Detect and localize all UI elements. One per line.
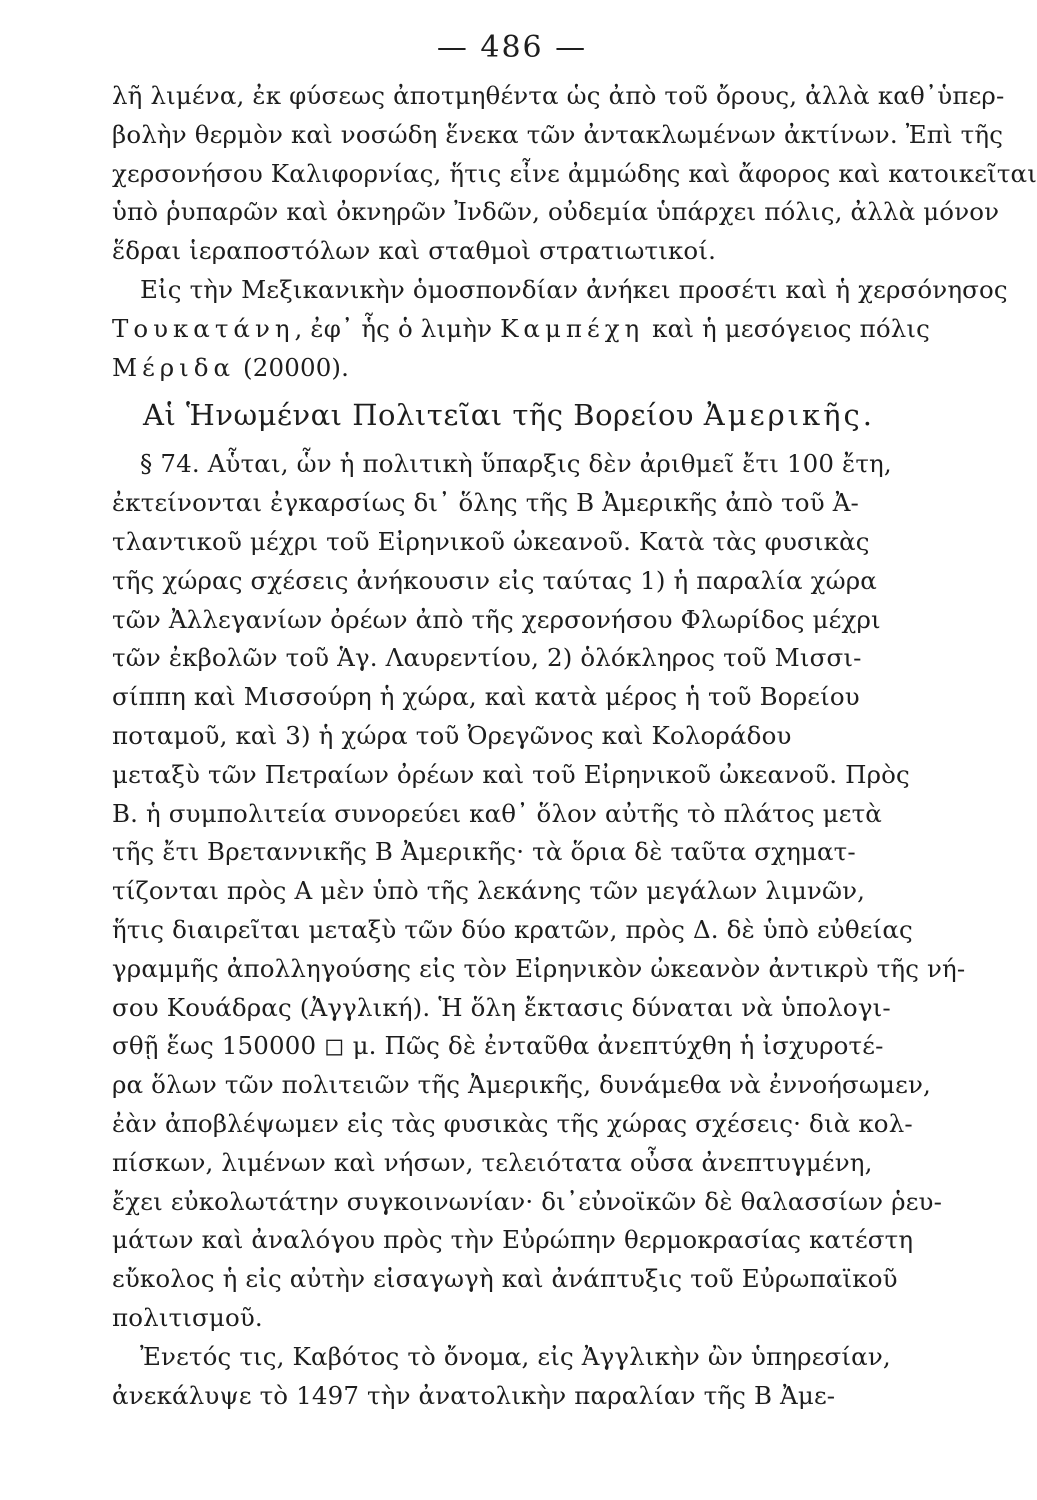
text-line: Ἐνετός τις, Καβότος τὸ ὄνομα, εἰς Ἀγγλικὴν ὢν ὑπηρεσίαν,	[140, 1341, 891, 1371]
text-line: ἀνεκάλυψε τὸ 1497 τὴν ἀνατολικὴν παραλίαν τῆς Β Ἀμε-	[112, 1380, 836, 1410]
text-line: εὔκολος ἡ εἰς αὐτὴν εἰσαγωγὴ καὶ ἀνάπτυξις τοῦ Εὐρωπαϊκοῦ	[112, 1264, 898, 1294]
text-line: μάτων καὶ ἀναλόγου πρὸς τὴν Εὐρώπην θερμοκρασίας κατέστη	[112, 1225, 914, 1255]
text-line: τλαντικοῦ μέχρι τοῦ Εἰρηνικοῦ ὠκεανοῦ. Κατὰ τὰς φυσικὰς	[112, 526, 870, 556]
text-line	[112, 349, 906, 388]
heading-text: Ἀμερικῆς.	[703, 398, 875, 433]
paragraph-united-states	[112, 445, 966, 1337]
text-line: σθῇ ἕως 150000 ◻ μ. Πῶς δὲ ἐνταῦθα ἀνεπτύχθη ἡ ἰσχυροτέ-	[112, 1031, 884, 1061]
text-line: σίππη καὶ Μισσούρη ἡ χώρα, καὶ κατὰ μέρος ἡ τοῦ Βορείου	[112, 682, 860, 712]
section-heading	[112, 389, 906, 441]
text-line: Εἰς τὴν Μεξικανικὴν ὁμοσπονδίαν ἀνήκει προσέτι καὶ ἡ χερσόνησος	[140, 274, 1008, 304]
text-fragment: (20000).	[235, 352, 350, 382]
text-line: Β. ἡ συμπολιτεία συνορεύει καθ᾽ ὅλον αὐτῆς τὸ πλάτος μετὰ	[112, 798, 882, 828]
text-fragment: καὶ ἡ μεσόγειος πόλις	[644, 313, 931, 343]
text-line: § 74. Αὗται, ὧν ἡ πολιτικὴ ὕπαρξις δὲν ἀριθμεῖ ἔτι 100 ἔτη,	[140, 449, 892, 479]
text-line: ἕδραι ἱεραποστόλων καὶ σταθμοὶ στρατιωτικοί.	[112, 236, 717, 266]
text-line: πολιτισμοῦ.	[112, 1302, 263, 1332]
text-line: ἥτις διαιρεῖται μεταξὺ τῶν δύο κρατῶν, πρὸς Δ. δὲ ὑπὸ εὐθείας	[112, 914, 913, 944]
text-line: τῶν ἐκβολῶν τοῦ Ἁγ. Λαυρεντίου, 2) ὁλόκληρος τοῦ Μισσι-	[112, 643, 862, 673]
text-line: τῆς ἔτι Βρεταννικῆς Β Ἀμερικῆς· τὰ ὅρια δὲ ταῦτα σχηματ-	[112, 837, 856, 867]
text-line: σου Κουάδρας (Ἀγγλική). Ἡ ὅλη ἔκτασις δύναται νὰ ὑπολογι-	[112, 992, 891, 1022]
place-name: Καμπέχη	[500, 313, 645, 343]
text-line: τῆς χώρας σχέσεις ἀνήκουσιν εἰς ταύτας 1) ἡ παραλία χώρα	[112, 565, 877, 595]
text-fragment: , ἐφ᾽ ἧς ὁ λιμὴν	[294, 313, 501, 343]
text-line	[112, 310, 931, 349]
text-line: ὑπὸ ῥυπαρῶν καὶ ὀκνηρῶν Ἰνδῶν, οὐδεμία ὑπάρχει πόλις, ἀλλὰ μόνον	[112, 197, 1000, 227]
text-line: μεταξὺ τῶν Πετραίων ὀρέων καὶ τοῦ Εἰρηνικοῦ ὠκεανοῦ. Πρὸς	[112, 759, 910, 789]
place-name: Τουκατάνη	[112, 313, 295, 343]
text-line: πίσκων, λιμένων καὶ νήσων, τελειότατα οὖσα ἀνεπτυγμένη,	[112, 1147, 873, 1177]
paragraph-california	[112, 77, 1037, 271]
text-line: χερσονήσου Καλιφορνίας, ἥτις εἶνε ἀμμώδης καὶ ἄφορος καὶ κατοικεῖται	[112, 158, 1037, 188]
heading-text: Αἱ Ἡνωμέναι Πολιτεῖαι τῆς Βορείου	[143, 398, 704, 433]
place-name: Μέριδα	[112, 352, 236, 382]
text-line: τῶν Ἀλλεγανίων ὀρέων ἀπὸ τῆς χερσονήσου Φλωρίδος μέχρι	[112, 604, 881, 634]
text-line: ρα ὅλων τῶν πολιτειῶν τῆς Ἀμερικῆς, δυνάμεθα νὰ ἐννοήσωμεν,	[112, 1070, 931, 1100]
text-line: ἐκτείνονται ἐγκαρσίως δι᾽ ὅλης τῆς Β Ἀμερικῆς ἀπὸ τοῦ Ἀ-	[112, 488, 859, 518]
paragraph-cabot	[112, 1338, 906, 1416]
text-line: ἔχει εὐκολωτάτην συγκοινωνίαν· δι᾽εὐνοϊκῶν δὲ θαλασσίων ῥευ-	[112, 1186, 943, 1216]
text-line: βολὴν θερμὸν καὶ νοσώδη ἕνεκα τῶν ἀντακλωμένων ἀκτίνων. Ἐπὶ τῆς	[112, 119, 1004, 149]
text-line: ποταμοῦ, καὶ 3) ἡ χώρα τοῦ Ὀρεγῶνος καὶ Κολοράδου	[112, 720, 792, 750]
text-line: τίζονται πρὸς Α μὲν ὑπὸ τῆς λεκάνης τῶν μεγάλων λιμνῶν,	[112, 876, 866, 906]
page-number: — 486 —	[436, 30, 588, 65]
paragraph-mexico	[112, 271, 1008, 387]
text-line: λῆ λιμένα, ἐκ φύσεως ἀποτμηθέντα ὡς ἀπὸ τοῦ ὄρους, ἀλλὰ καθ᾽ὑπερ-	[112, 81, 1005, 110]
text-line: γραμμῆς ἀπολληγούσης εἰς τὸν Εἰρηνικὸν ὠκεανὸν ἀντικρὺ τῆς νή-	[112, 953, 966, 983]
text-line: ἐὰν ἀποβλέψωμεν εἰς τὰς φυσικὰς τῆς χώρας σχέσεις· διὰ κολ-	[112, 1108, 913, 1138]
